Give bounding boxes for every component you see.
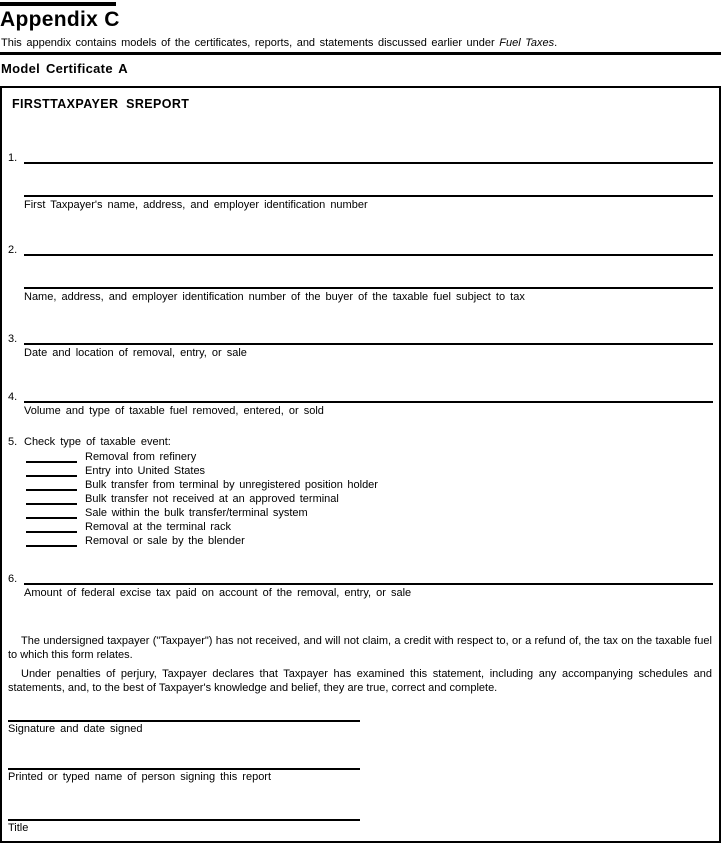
signature-caption: Title: [8, 822, 29, 834]
item-row: [8, 571, 713, 585]
blank-line: [26, 531, 77, 533]
checklist-header: [8, 436, 713, 449]
signature-line: [8, 768, 360, 770]
signature-caption: Signature and date signed: [8, 723, 143, 735]
checklist-option: [26, 505, 713, 519]
checklist-option-label: Bulk transfer not received at an approved terminal: [85, 493, 339, 505]
item-row: [8, 331, 713, 345]
fill-line: [24, 254, 713, 256]
section-divider: [0, 52, 721, 55]
checklist-option: [26, 463, 713, 477]
fill-line: [24, 343, 713, 345]
signature-field: [8, 720, 360, 736]
item-row: [8, 242, 713, 256]
blank-line: [26, 503, 77, 505]
checklist-option-label: Entry into United States: [85, 465, 206, 477]
signature-line: [8, 720, 360, 722]
item-caption: First Taxpayer's name, address, and employer identification number: [24, 199, 368, 211]
signature-caption: Printed or typed name of person signing this report: [8, 771, 272, 783]
checklist-option-label: Removal or sale by the blender: [85, 535, 245, 547]
fill-line: [24, 195, 713, 197]
checklist-option: [26, 449, 713, 463]
item-caption: Amount of federal excise tax paid on account of the removal, entry, or sale: [24, 587, 412, 599]
item-caption: Name, address, and employer identification number of the buyer of the taxable fuel subject to tax: [24, 291, 525, 303]
checklist-option: [26, 533, 713, 547]
intro-prefix: This appendix contains models of the certificates, reports, and statements discussed earlier under: [1, 37, 500, 49]
printed-name-field: [8, 768, 360, 784]
form-item-4: [8, 389, 713, 418]
intro-suffix: .: [554, 37, 558, 49]
fill-line: [24, 401, 713, 403]
page-title: Appendix C: [0, 8, 120, 31]
blank-line: [26, 489, 77, 491]
item-number: 3.: [8, 333, 18, 345]
blank-line: [26, 461, 77, 463]
item-number: 6.: [8, 573, 18, 585]
checklist-option-label: Bulk transfer from terminal by unregistered position holder: [85, 479, 378, 491]
section-heading: Model Certificate A: [1, 61, 128, 76]
legal-paragraph: Under penalties of perjury, Taxpayer declares that Taxpayer has examined this statement, including any accompanying schedules and statements, and, to the best of Taxpayer's knowledge and belief, they are true, correct and complete.: [8, 668, 712, 694]
blank-line: [26, 545, 77, 547]
item-caption: Date and location of removal, entry, or sale: [24, 347, 247, 359]
item-caption: Volume and type of taxable fuel removed, entered, or sold: [24, 405, 324, 417]
item-number: 4.: [8, 391, 18, 403]
form-title: FIRSTTAXPAYER SREPORT: [12, 97, 190, 111]
item-row: [8, 150, 713, 164]
form-item-6: [8, 571, 713, 600]
intro-italic-reference: Fuel Taxes: [499, 37, 555, 49]
checklist-label: Check type of taxable event:: [24, 436, 171, 448]
checklist-option: [26, 519, 713, 533]
form-item-2: [8, 242, 713, 304]
item-number: 5.: [8, 436, 18, 448]
form-item-3: [8, 331, 713, 360]
form-item-1: [8, 150, 713, 212]
fill-line: [24, 583, 713, 585]
signature-line: [8, 819, 360, 821]
form-box: [0, 86, 721, 843]
checklist-option: [26, 477, 713, 491]
form-item-5-checklist: [8, 436, 713, 547]
item-number: 2.: [8, 244, 18, 256]
checklist-option-label: Sale within the bulk transfer/terminal system: [85, 507, 308, 519]
item-number: 1.: [8, 152, 18, 164]
item-row: [8, 389, 713, 403]
top-rule: [0, 2, 116, 6]
blank-line: [26, 475, 77, 477]
blank-line: [26, 517, 77, 519]
legal-paragraphs: [8, 634, 712, 695]
fill-line: [24, 287, 713, 289]
intro-text: [1, 37, 557, 49]
legal-paragraph: The undersigned taxpayer ("Taxpayer") has not received, and will not claim, a credit with respect to, or a refund of, the tax on the taxable fuel to which this form relates.: [8, 635, 712, 661]
checklist-option-label: Removal from refinery: [85, 451, 197, 463]
checklist-option-label: Removal at the terminal rack: [85, 521, 231, 533]
checklist-option: [26, 491, 713, 505]
title-field: [8, 819, 360, 835]
fill-line: [24, 162, 713, 164]
